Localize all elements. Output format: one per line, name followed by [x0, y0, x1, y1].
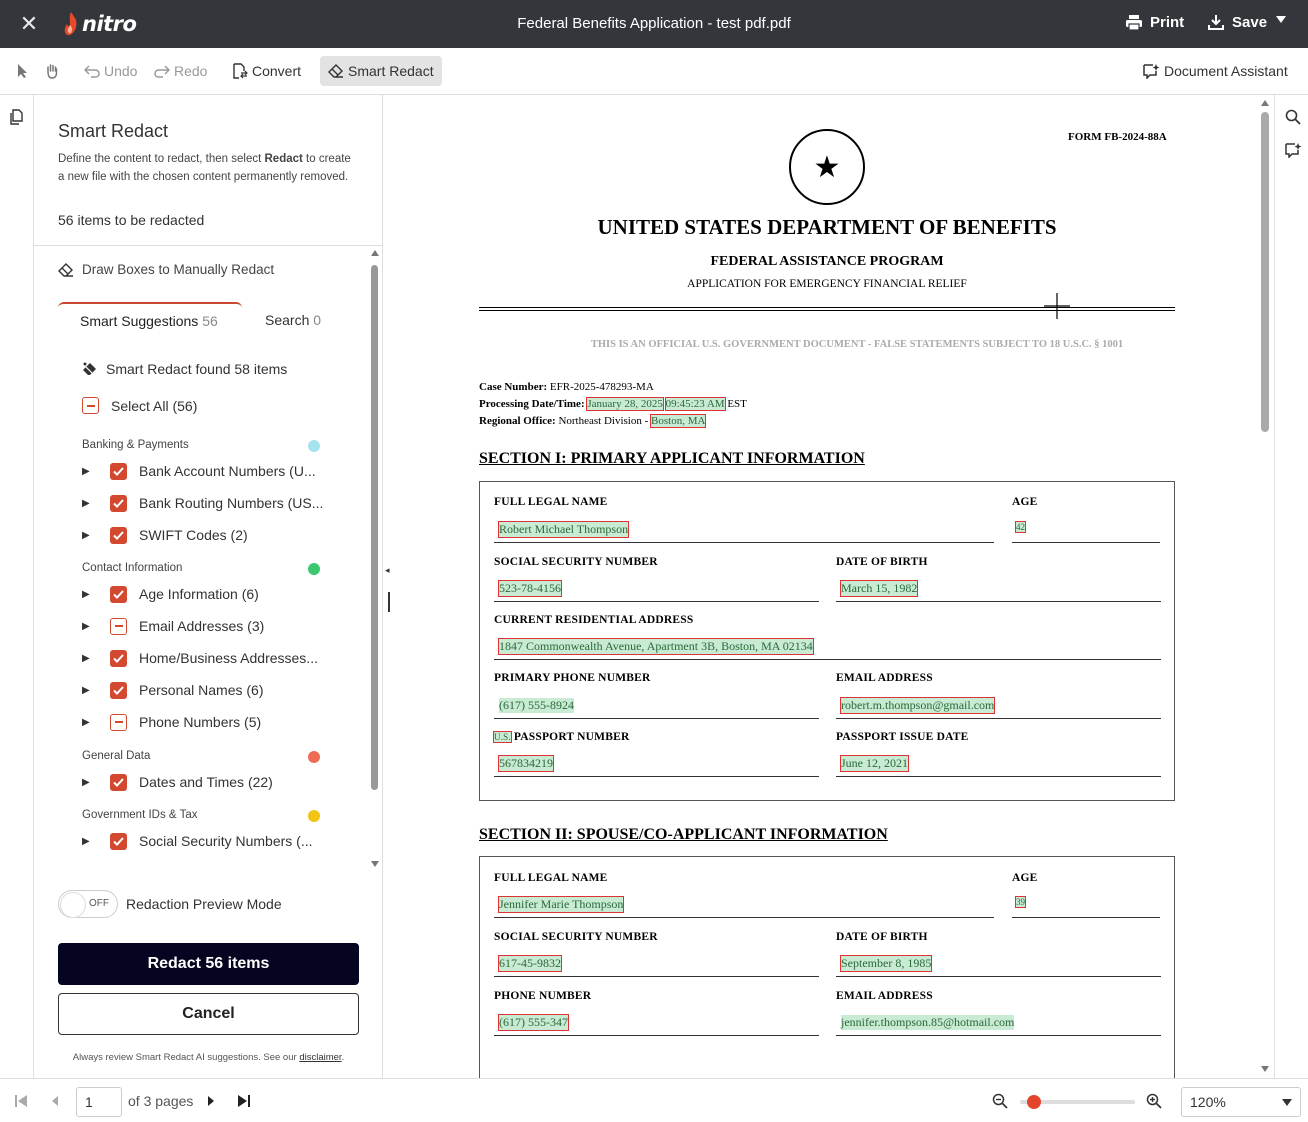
category-heading: General Data — [82, 750, 151, 762]
first-page-icon[interactable] — [14, 1094, 28, 1108]
field-label: FULL LEGAL NAME — [494, 872, 608, 884]
save-button[interactable] — [1208, 14, 1267, 31]
field-label: EMAIL ADDRESS — [836, 990, 933, 1002]
field-label: DATE OF BIRTH — [836, 931, 928, 943]
redact-issue-date[interactable]: June 12, 2021 — [841, 756, 908, 770]
print-label: Print — [1150, 14, 1185, 31]
document-title: Federal Benefits Application - test pdf.pdf — [517, 15, 791, 32]
draw-boxes-button[interactable] — [58, 262, 274, 277]
checkbox-checked-icon[interactable] — [110, 682, 127, 699]
disclaimer-link[interactable]: disclaimer — [299, 1052, 342, 1063]
field-label: CURRENT RESIDENTIAL ADDRESS — [494, 614, 694, 626]
convert-icon — [232, 63, 248, 79]
zoom-slider-knob[interactable] — [1027, 1095, 1041, 1109]
preview-mode-row — [58, 890, 282, 918]
print-button[interactable] — [1126, 14, 1184, 31]
select-tool[interactable] — [10, 56, 40, 86]
crosshair-cursor-icon — [1044, 293, 1070, 319]
next-page-icon[interactable] — [206, 1095, 216, 1107]
save-label: Save — [1232, 14, 1268, 31]
category-item-label: Social Security Numbers (... — [139, 833, 313, 849]
found-summary — [82, 361, 287, 377]
field-label: SOCIAL SECURITY NUMBER — [494, 556, 658, 568]
field-label: FULL LEGAL NAME — [494, 496, 608, 508]
toolbar — [0, 48, 1308, 95]
redact-passport[interactable]: 567834219 — [499, 756, 553, 770]
convert-button[interactable] — [226, 56, 307, 86]
star-seal-icon: ★ — [789, 129, 865, 205]
case-number-line: Case Number: EFR-2025-478293-MA — [479, 381, 654, 393]
category-color-dot — [308, 810, 320, 822]
category-item-label: SWIFT Codes (2) — [139, 527, 248, 543]
field-label: SOCIAL SECURITY NUMBER — [494, 931, 658, 943]
expand-arrow-icon[interactable]: ▶ — [82, 529, 90, 541]
select-all-checkbox[interactable] — [82, 397, 197, 414]
redact-time[interactable]: 09:45:23 AM — [665, 398, 725, 410]
field-label: PRIMARY PHONE NUMBER — [494, 672, 651, 684]
redo-button[interactable] — [148, 56, 213, 86]
zoom-slider[interactable] — [1020, 1100, 1135, 1104]
program-heading: FEDERAL ASSISTANCE PROGRAM — [710, 254, 944, 269]
official-notice: THIS IS AN OFFICIAL U.S. GOVERNMENT DOCUMENT - FALSE STATEMENTS SUBJECT TO 18 U.S.C. § 1001 — [590, 339, 1124, 350]
redact-button[interactable]: Redact 56 items — [58, 943, 359, 985]
chat-sparkle-icon[interactable] — [1284, 142, 1302, 158]
category-color-dot — [308, 563, 320, 575]
redaction-category-item[interactable] — [82, 614, 332, 638]
panel-description: Define the content to redact, then select Redact to create a new file with the chosen content permanently removed. — [58, 153, 351, 183]
printer-icon — [1126, 15, 1142, 30]
document-scrollbar[interactable] — [1260, 100, 1270, 1075]
brand-name: nitro — [82, 12, 137, 36]
document-assistant-button[interactable] — [1136, 56, 1294, 86]
undo-icon — [84, 64, 100, 78]
regional-office-line: Regional Office: Northeast Division - Boston, MA — [479, 415, 706, 427]
panel-title: Smart Redact — [58, 121, 169, 141]
zoom-select[interactable]: 120% — [1181, 1087, 1301, 1117]
category-heading: Government IDs & Tax — [82, 809, 198, 821]
category-color-dot — [308, 440, 320, 452]
expand-arrow-icon[interactable]: ▶ — [82, 620, 90, 632]
found-label: Smart Redact found 58 items — [106, 361, 288, 377]
redaction-category-item[interactable] — [82, 582, 332, 606]
document-assistant-label: Document Assistant — [1164, 63, 1288, 79]
download-icon — [1208, 15, 1224, 30]
suggestion-tabs — [58, 302, 358, 338]
form-number: FORM FB-2024-88A — [1068, 131, 1167, 143]
redact-ssn[interactable]: 617-45-9832 — [499, 956, 561, 970]
select-all-label: Select All (56) — [111, 397, 198, 414]
redact-country[interactable]: U.S. — [494, 732, 511, 742]
expand-arrow-icon[interactable]: ▶ — [82, 497, 90, 509]
category-item-label: Phone Numbers (5) — [139, 714, 262, 730]
redaction-category-item[interactable] — [82, 770, 332, 794]
checkbox-checked-icon[interactable] — [110, 586, 127, 603]
document-scroll-thumb[interactable] — [1261, 112, 1269, 432]
category-item-label: Bank Routing Numbers (US... — [139, 495, 324, 511]
department-heading: UNITED STATES DEPARTMENT OF BENEFITS — [597, 215, 1057, 239]
category-item-label: Home/Business Addresses... — [139, 650, 318, 666]
category-item-label: Age Information (6) — [139, 586, 259, 602]
checkbox-checked-icon[interactable] — [110, 495, 127, 512]
checkbox-checked-icon[interactable] — [110, 833, 127, 850]
checkbox-partial-icon[interactable] — [110, 714, 127, 731]
preview-mode-toggle[interactable]: OFF — [58, 890, 118, 918]
field-label: AGE — [1012, 496, 1038, 508]
tab-search[interactable]: Search 0 — [265, 312, 322, 328]
undo-button[interactable] — [78, 56, 143, 86]
redact-email[interactable]: robert.m.thompson@gmail.com — [841, 698, 995, 712]
category-item-label: Dates and Times (22) — [139, 774, 273, 790]
redaction-category-item[interactable] — [82, 491, 332, 515]
field-label: DATE OF BIRTH — [836, 556, 928, 568]
redaction-category-item[interactable] — [82, 646, 332, 670]
section-2-heading: SECTION II: SPOUSE/CO-APPLICANT INFORMATION — [479, 826, 888, 843]
redo-icon — [154, 64, 170, 78]
checkbox-partial-icon[interactable] — [110, 618, 127, 635]
expand-arrow-icon[interactable]: ▶ — [82, 835, 90, 847]
category-color-dot — [308, 751, 320, 763]
page-count: of 3 pages — [128, 1093, 194, 1109]
suggested-phone[interactable]: (617) 555-8924 — [499, 698, 574, 712]
redaction-count: 56 items to be redacted — [58, 212, 205, 228]
cancel-button[interactable]: Cancel — [58, 993, 359, 1035]
close-icon[interactable]: ✕ — [19, 11, 39, 36]
page-number-input[interactable]: 1 — [76, 1087, 122, 1117]
redaction-category-item[interactable] — [82, 523, 332, 547]
left-rail — [0, 95, 34, 1078]
zoom-in-icon[interactable] — [1146, 1093, 1162, 1109]
expand-arrow-icon[interactable]: ▶ — [82, 588, 90, 600]
smart-eraser-icon — [82, 362, 98, 376]
redact-dob[interactable]: March 15, 1982 — [841, 581, 918, 595]
field-label: PHONE NUMBER — [494, 990, 592, 1002]
redo-label: Redo — [174, 63, 208, 79]
section-1-heading: SECTION I: PRIMARY APPLICANT INFORMATION — [479, 450, 865, 467]
redact-age[interactable]: 39 — [1016, 897, 1025, 907]
redaction-category-item[interactable] — [82, 829, 332, 853]
category-item-label: Bank Account Numbers (U... — [139, 463, 316, 479]
tab-smart-suggestions[interactable]: Smart Suggestions 56 — [58, 302, 242, 338]
undo-label: Undo — [104, 63, 138, 79]
chat-sparkle-icon — [1142, 63, 1160, 79]
title-bar — [0, 0, 1308, 48]
redact-city[interactable]: Boston, MA — [651, 415, 706, 427]
redact-name[interactable]: Robert Michael Thompson — [499, 522, 629, 536]
collapse-panel-icon[interactable]: ◂ — [385, 565, 390, 575]
section-1-box: FULL LEGAL NAME Robert Michael Thompson AGE 42 SOCIAL SECURITY NUMBER 523-78-4156 DATE OF BIRTH March 15, 1982 CURRENT RESIDENTIAL ADDRESS 1847 Commonwealth Avenue, Apartment 3B, Boston, MA 02134 PRIMARY PHONE NUMBER (617) 555-8924 EMAIL ADDRESS robert.m.thompson@gmail.com U.S. PASSPORT NUMBER 567834219 PASSPORT ISSUE DATE June 12, 2021 — [479, 481, 1175, 801]
redact-phone[interactable]: (617) 555-347 — [499, 1015, 568, 1029]
hand-tool[interactable] — [38, 56, 70, 86]
double-rule — [479, 307, 1175, 308]
zoom-out-icon[interactable] — [992, 1093, 1008, 1109]
field-label: EMAIL ADDRESS — [836, 672, 933, 684]
application-heading: APPLICATION FOR EMERGENCY FINANCIAL RELIEF — [687, 278, 967, 290]
redact-age[interactable]: 42 — [1016, 522, 1025, 532]
category-heading: Banking & Payments — [82, 439, 189, 451]
previous-page-icon[interactable] — [50, 1095, 60, 1107]
category-heading: Contact Information — [82, 562, 183, 574]
convert-label: Convert — [252, 63, 302, 79]
divider — [34, 245, 383, 246]
category-item-label: Email Addresses (3) — [139, 618, 265, 634]
save-dropdown-icon[interactable] — [1276, 16, 1294, 24]
eraser-icon — [58, 263, 74, 277]
redact-dob[interactable]: September 8, 1985 — [841, 956, 932, 970]
suggested-email[interactable]: jennifer.thompson.85@hotmail.com — [841, 1015, 1015, 1029]
expand-arrow-icon[interactable]: ▶ — [82, 716, 90, 728]
expand-arrow-icon[interactable]: ▶ — [82, 652, 90, 664]
eraser-icon — [328, 64, 344, 78]
redaction-category-item[interactable] — [82, 678, 332, 702]
status-bar — [0, 1078, 1308, 1122]
chevron-down-icon — [1282, 1099, 1292, 1106]
pages-icon[interactable] — [9, 109, 24, 125]
field-label: AGE — [1012, 872, 1038, 884]
expand-arrow-icon[interactable]: ▶ — [82, 684, 90, 696]
checkbox-checked-icon[interactable] — [110, 527, 127, 544]
expand-arrow-icon[interactable]: ▶ — [82, 465, 90, 477]
field-label: PASSPORT ISSUE DATE — [836, 731, 969, 743]
hand-icon — [44, 63, 60, 79]
right-rail — [1274, 95, 1308, 1078]
redaction-category-item[interactable] — [82, 459, 332, 483]
smart-redact-button[interactable] — [320, 56, 442, 86]
last-page-icon[interactable] — [237, 1094, 251, 1108]
checkbox-checked-icon[interactable] — [110, 774, 127, 791]
redact-date[interactable]: January 28, 2025 — [587, 398, 663, 410]
redact-name[interactable]: Jennifer Marie Thompson — [499, 897, 624, 911]
redact-address[interactable]: 1847 Commonwealth Avenue, Apartment 3B, Boston, MA 02134 — [499, 639, 813, 653]
redaction-category-item[interactable] — [82, 710, 332, 734]
checkbox-checked-icon[interactable] — [110, 650, 127, 667]
processing-date-line: Processing Date/Time: January 28, 2025 09:45:23 AM EST — [479, 398, 747, 410]
disclaimer-text: Always review Smart Redact AI suggestions. See our disclaimer. — [72, 1052, 345, 1063]
preview-mode-label: Redaction Preview Mode — [126, 896, 282, 912]
smart-redact-panel — [34, 95, 383, 1078]
cursor-icon — [16, 63, 30, 79]
checkbox-partial-icon — [82, 397, 99, 414]
panel-scroll-thumb[interactable] — [371, 265, 378, 790]
redact-ssn[interactable]: 523-78-4156 — [499, 581, 561, 595]
draw-boxes-label: Draw Boxes to Manually Redact — [82, 262, 275, 277]
checkbox-checked-icon[interactable] — [110, 463, 127, 480]
expand-arrow-icon[interactable]: ▶ — [82, 776, 90, 788]
search-icon[interactable] — [1285, 109, 1301, 125]
document-viewer — [392, 95, 1258, 1078]
smart-redact-label: Smart Redact — [348, 63, 434, 79]
pdf-page — [392, 95, 1258, 1078]
panel-resize-handle[interactable] — [388, 592, 390, 612]
section-2-box — [479, 856, 1175, 1078]
category-item-label: Personal Names (6) — [139, 682, 264, 698]
